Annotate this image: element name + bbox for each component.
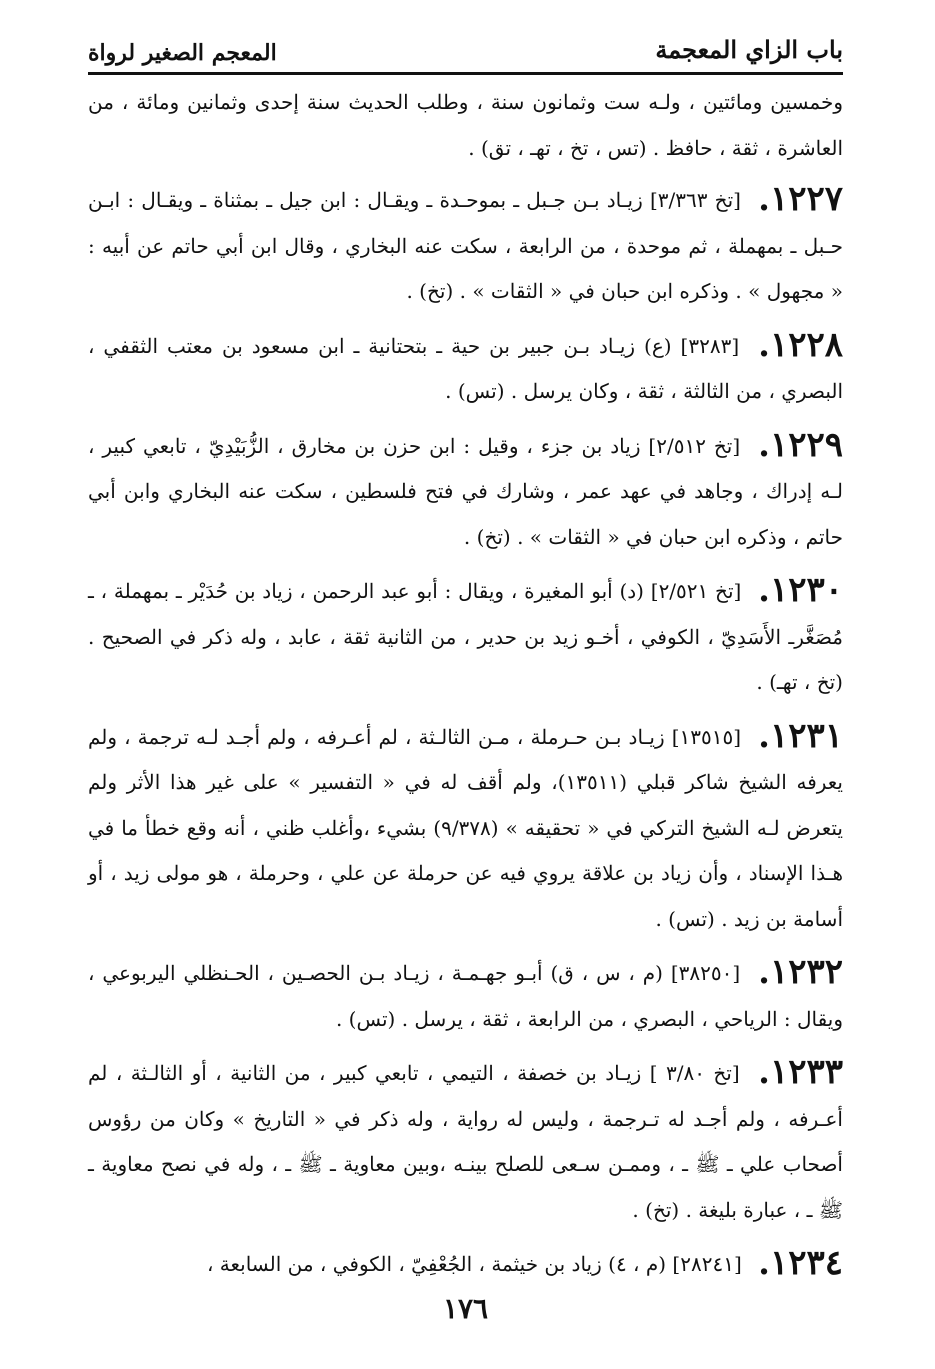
entry-number: ١٢٣٠.	[758, 570, 844, 610]
entry-text: [تخ ٢/٥٢١] (د) أبو المغيرة ، ويقال : أبو عبد الرحمن ، زياد بن حُدَيْر ـ بمهملة ، ـ مُصَغَّرـ الأَسَدِيّ ، الكوفي ، أخـو زيد بن حدير ، من الثانية ثقة ، عابد ، وله ذكر في الصحيح . (تخ ، تهـ) .	[88, 579, 843, 694]
entry-1232	[88, 950, 843, 1042]
entry-1233	[88, 1050, 843, 1233]
page-header	[88, 28, 843, 80]
entry-number: ١٢٣٣.	[758, 1052, 844, 1092]
entry-text: [١٣٥١٥] زيـاد بـن حـرملة ، مـن الثالـثة ، لم أعـرفه ، ولم أجـد لـه ترجمة ، ولم يعرفه الشيخ شاكر قبلي (١٣٥١١)، ولم أقف له في « التفسير » على غير هذا الأثر ولم يتعرض لـه الشيخ التركي في « تحقيقه » (٩/٣٧٨) بشيء ،وأغلب ظني ، أنه وقع خطأ ما في هـذا الإسناد ، وأن زياد بن علاقة يروي فيه عن حرملة عن علي ، وحرملة ، هو مولى زيد ، أو أسامة بن زيد . (تس) .	[88, 724, 844, 931]
entry-1229	[88, 423, 843, 561]
intro-paragraph: وخمسين ومائتين ، ولـه ست وثمانون سنة ، وطلب الحديث سنة إحدى وثمانين ومائة ، من العاشرة ، ثقة ، حافظ . (تس ، تخ ، تهـ ، تق) .	[88, 90, 843, 160]
page-body	[88, 80, 843, 1288]
chapter-title: باب الزاي المعجمة	[655, 35, 843, 64]
entry-text: [تخ ٣/٣٦٣] زيـاد بـن جـبل ـ بموحـدة ـ ويقـال : ابن جيل ـ بمثناة ـ ويقـال : ابـن حـبل ـ بمهملة ، ثم موحدة ، من الرابعة ، سكت عنه البخاري ، وقال ابن أبي حاتم عن أبيه : « مجهول » . وذكره ابن حبان في « الثقات » . (تخ) .	[88, 188, 843, 303]
entry-number: ١٢٣٢.	[758, 952, 843, 992]
page-number: ١٧٦	[442, 1292, 489, 1325]
entry-1231	[88, 714, 843, 943]
entry-number: ١٢٢٧.	[758, 179, 843, 219]
entry-number: ١٢٢٨.	[758, 324, 844, 365]
entry-1228	[88, 323, 843, 415]
entry-1227	[88, 177, 843, 315]
entry-1230	[88, 568, 843, 706]
book-title: المعجم الصغير لرواة	[88, 40, 277, 66]
entry-text: [٢٨٢٤١] (م ، ٤) زياد بن خيثمة ، الجُعْفِيّ ، الكوفي ، من السابعة ،	[206, 1252, 742, 1276]
entry-number: ١٢٣١.	[758, 715, 844, 756]
entry-1234	[88, 1241, 843, 1288]
entry-text: [تخ ٢/٥١٢] زياد بن جزء ، وقيل : ابن حزن بن مخارق ، الزُّبَيْدِيّ ، تابعي كبير ، لـه إدراك ، وجاهد في عهد عمر ، وشارك في فتح فلسطين ، سكت عنه البخاري وابن أبي حاتم ، وذكره ابن حبان في « الثقات » . (تخ) .	[88, 433, 843, 549]
entry-text: [٣٢٨٣] (ع) زيـاد بـن جبير بن حية ـ بتحتانية ـ ابن مسعود بن معتب الثقفي ، البصري ، من الثالثة ، ثقة ، وكان يرسل . (تس) .	[88, 333, 843, 403]
document-page	[88, 28, 843, 1348]
entry-number: ١٢٢٩.	[758, 424, 844, 465]
header-divider	[88, 72, 843, 75]
entry-text: [تخ ٣/٨٠ ] زيـاد بن خصفة ، التيمي ، تابعي كبير ، من الثانية ، أو الثالـثة ، لم أعـرفه ، ولم أجـد له تـرجمة ، وليس له رواية ، وله ذكر في « التاريخ » وكان من رؤوس أصحاب علي ـ ﷺ ـ ، وممـن سـعى للصلح بينـه ،وبين معاوية ـ ﷺ ـ ، وله في نصح معاوية ـ ﷺ ـ ، عبارة بليغة . (تخ) .	[88, 1061, 843, 1222]
entry-number: ١٢٣٤.	[758, 1243, 843, 1283]
entry-text: [٣٨٢٥٠] (م ، س ، ق) أبـو جهـمـة ، زيـاد بـن الحصـين ، الحـنظلي اليربوعي ، ويقال : الرياحي ، البصري ، من الرابعة ، ثقة ، يرسل . (تس) .	[88, 961, 843, 1031]
